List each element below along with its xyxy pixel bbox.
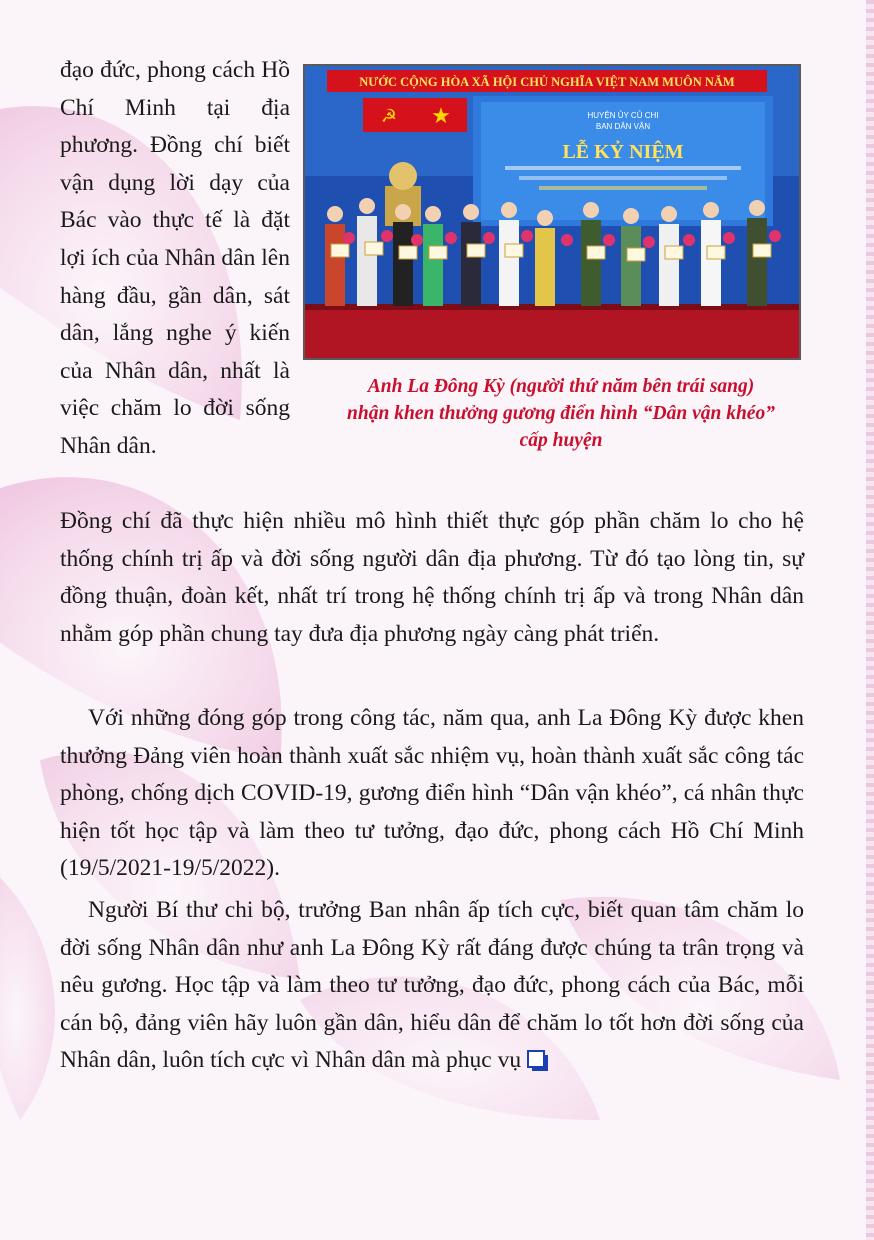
photo-caption <box>305 373 817 454</box>
caption-line-3: cấp huyện <box>519 430 603 451</box>
end-of-article-square-icon <box>527 1050 545 1068</box>
screen-line-2: BAN DÂN VẬN <box>595 122 651 131</box>
paragraph-1: Đồng chí đã thực hiện nhiều mô hình thiết thực góp phần chăm lo cho hệ thống chính trị ấp và đời sống người dân địa phương. Từ đó tạo lòng tin, sự đồng thuận, đoàn kết, nhất trí trong hệ thống chính trị ấp và trong Nhân dân nhằm góp phần chung tay đưa địa phương ngày càng phát triển. <box>60 508 804 647</box>
hammer-sickle-icon: ☭ <box>380 106 398 127</box>
caption-line-1: Anh La Đông Kỳ (người thứ năm bên trái sang) <box>367 376 755 397</box>
ceremony-photo <box>303 64 801 360</box>
screen-line-1: HUYỆN ỦY CỦ CHI <box>587 111 659 120</box>
screen-title: LỄ KỶ NIỆM <box>562 141 684 163</box>
paragraph-2: Với những đóng góp trong công tác, năm qua, anh La Đông Kỳ được khen thưởng Đảng viên hoàn thành xuất sắc nhiệm vụ, hoàn thành xuất sắc công tác phòng, chống dịch COVID-19, gương điển hình “Dân vận khéo”, cá nhân thực hiện tốt học tập và làm theo tư tưởng, đạo đức, phong cách Hồ Chí Minh (19/5/2021-19/5/2022). <box>60 705 804 882</box>
left-column-text: đạo đức, phong cách Hồ Chí Minh tại địa phương. Đồng chí biết vận dụng lời dạy của Bác vào thực tế là đặt lợi ích của Nhân dân lên hàng đầu, gần dân, sát dân, lắng nghe ý kiến của Nhân dân, nhất là việc chăm lo đời sống Nhân dân. <box>60 57 290 459</box>
ceremony-photo-illustration <box>305 66 799 358</box>
caption-line-2: nhận khen thưởng gương điển hình “Dân vận khéo” <box>347 403 775 424</box>
banner-text: NƯỚC CỘNG HÒA XÃ HỘI CHỦ NGHĨA VIỆT NAM MUÔN NĂM <box>359 75 735 89</box>
paragraph-3-text: Người Bí thư chi bộ, trưởng Ban nhân ấp tích cực, biết quan tâm chăm lo đời sống Nhân dân như anh La Đông Kỳ rất đáng được chúng ta trân trọng và nêu gương. Học tập và làm theo tư tưởng, đạo đức, phong cách của Bác, mỗi cán bộ, đảng viên hãy luôn gần dân, hiểu dân để chăm lo tốt hơn đời sống của Nhân dân, luôn tích cực vì Nhân dân mà phục vụ <box>60 897 804 1074</box>
star-icon: ★ <box>431 104 451 129</box>
paragraph-3 <box>60 892 804 1080</box>
page-edge-decoration <box>866 0 874 1240</box>
